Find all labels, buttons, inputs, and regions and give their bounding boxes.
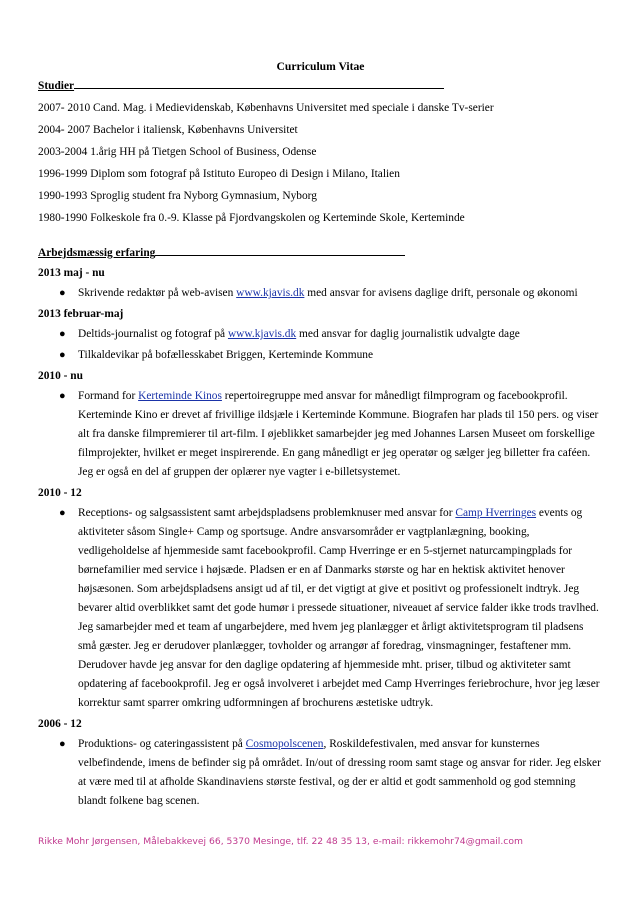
page-title: Curriculum Vitae	[276, 60, 365, 73]
job-bullet	[38, 387, 603, 482]
bullet-text: events og aktiviteter såsom Single+ Camp og sportsuge. Andre ansvarsområder er vagtplanlægning, booking, vedligeholdelse af hjemmeside samt facebookprofil. Camp Hverringe er en 5-stjernet naturcampingplads for børnefamilier med service i højsæde. Pladsen er en af Danmarks største og har en hektisk aktivitet henover højsæsonen. Som arbejdspladsens ansigt ud af til, er det vigtigt at give et positivt og professionelt indtryk. Jeg bevarer altid overblikket samt det gode humør i pressede situationer, niveauet af service falder ikke trods travlhed. Jeg samarbejder med et team af ungarbejdere, med hvem jeg planlægger et årligt aktivitetsprogram til pladsens små gæster. Jeg er derudover planlægger, tovholder og arrangør af foredrag, vinsmagninger, festaftener mm. Derudover havde jeg ansvar for den daglige opdatering af hjemmeside mht. priser, tilbud og aktiviteter samt opdatering af facebookprofil. Jeg er også involveret i arbejdet med Camp Hverringes feriebrochure, hvor jeg læser korrektur samt sparrer omkring udformningen af brochurens æstetiske udtryk.	[78, 507, 600, 709]
heading-rule	[74, 76, 444, 89]
job-period: 2013 maj - nu	[38, 267, 105, 279]
heading-rule	[155, 243, 405, 256]
job-bullets	[38, 504, 603, 713]
bullet-text: med ansvar for daglig journalistik udvalgte dage	[296, 328, 520, 340]
study-row: 1996-1999 Diplom som fotograf på Istituto Europeo di Design i Milano, Italien	[38, 168, 400, 180]
job-bullet	[38, 735, 603, 811]
work-heading-text: Arbejdsmæssig erfaring	[38, 247, 156, 259]
study-row: 1980-1990 Folkeskole fra 0.-9. Klasse på Fjordvangskolen og Kerteminde Skole, Kerteminde	[38, 212, 465, 224]
bullet-text: , Roskildefestivalen, med ansvar for kunsternes velbefindende, imens de befinder sig på området. In/out of dressing room samt stage og ansvar for rider. Jeg elsker at være med til at afholde Skandinaviens største festival, og der er altid et godt sammenhold og god stemning blandt folkene bag scenen.	[78, 738, 601, 807]
bullet-text: Tilkaldevikar på bofællesskabet Briggen, Kerteminde Kommune	[78, 349, 374, 361]
job-bullet	[38, 346, 603, 365]
bullet-link[interactable]: www.kjavis.dk	[227, 328, 297, 340]
job-period: 2010 - 12	[38, 487, 82, 499]
bullet-text: Deltids-journalist og fotograf på	[78, 328, 228, 340]
bullet-link[interactable]: www.kjavis.dk	[236, 287, 305, 299]
work-list	[38, 264, 603, 811]
bullet-icon: ●	[59, 738, 66, 750]
bullet-text: med ansvar for avisens daglige drift, personale og økonomi	[304, 287, 578, 299]
study-row: 2007- 2010 Cand. Mag. i Medievidenskab, Københavns Universitet med speciale i danske Tv-serier	[38, 102, 494, 114]
job-period: 2006 - 12	[38, 718, 82, 730]
study-row: 1990-1993 Sproglig student fra Nyborg Gymnasium, Nyborg	[38, 190, 317, 202]
job-bullet	[38, 504, 603, 713]
bullet-icon: ●	[59, 349, 66, 361]
footer-contact: Rikke Mohr Jørgensen, Målebakkevej 66, 5370 Mesinge, tlf. 22 48 35 13, e-mail: rikkemohr74@gmail.com	[38, 836, 523, 847]
bullet-text: Receptions- og salgsassistent samt arbejdspladsens problemknuser med ansvar for	[78, 507, 456, 519]
study-row: 2003-2004 1.årig HH på Tietgen School of Business, Odense	[38, 146, 317, 158]
job-bullets	[38, 387, 603, 482]
job-bullets	[38, 735, 603, 811]
studies-heading-text: Studier	[38, 80, 75, 92]
bullet-icon: ●	[59, 328, 66, 340]
bullet-icon: ●	[59, 390, 66, 402]
bullet-icon: ●	[59, 507, 66, 519]
bullet-text: Skrivende redaktør på web-avisen	[78, 287, 237, 299]
job-period: 2013 februar-maj	[38, 308, 124, 320]
bullet-text: repertoiregruppe med ansvar for månedligt filmprogram og facebookprofil. Kerteminde Kino er drevet af frivillige ildsjæle i Kerteminde Kommune. Biografen har plads til 150 pers. og viser alt fra danske filmpremierer til art-film. I øjeblikket samarbejder jeg med Johannes Larsen Museet om forskellige filmprojekter, hvilket er meget inspirerende. En gang månedligt er jeg operatør og sælger jeg billetter fra caféen. Jeg er også en del af gruppen der oplærer nye vagter i e-billetsystemet.	[78, 390, 599, 478]
studies-heading	[38, 76, 603, 94]
job-period: 2010 - nu	[38, 370, 83, 382]
work-heading	[38, 243, 603, 261]
job-bullets	[38, 325, 603, 365]
job-bullets	[38, 284, 603, 303]
bullet-icon: ●	[59, 287, 66, 299]
bullet-text: Formand for	[78, 390, 139, 402]
bullet-link[interactable]: Camp Hverringes	[455, 507, 537, 519]
cv-content	[38, 58, 603, 813]
studies-list	[38, 97, 603, 229]
bullet-link[interactable]: Cosmopolscenen	[245, 738, 324, 750]
bullet-text: Produktions- og cateringassistent på	[78, 738, 246, 750]
job-bullet	[38, 284, 603, 303]
bullet-link[interactable]: Kerteminde Kinos	[138, 390, 222, 402]
job-bullet	[38, 325, 603, 344]
study-row: 2004- 2007 Bachelor i italiensk, Københavns Universitet	[38, 124, 298, 136]
